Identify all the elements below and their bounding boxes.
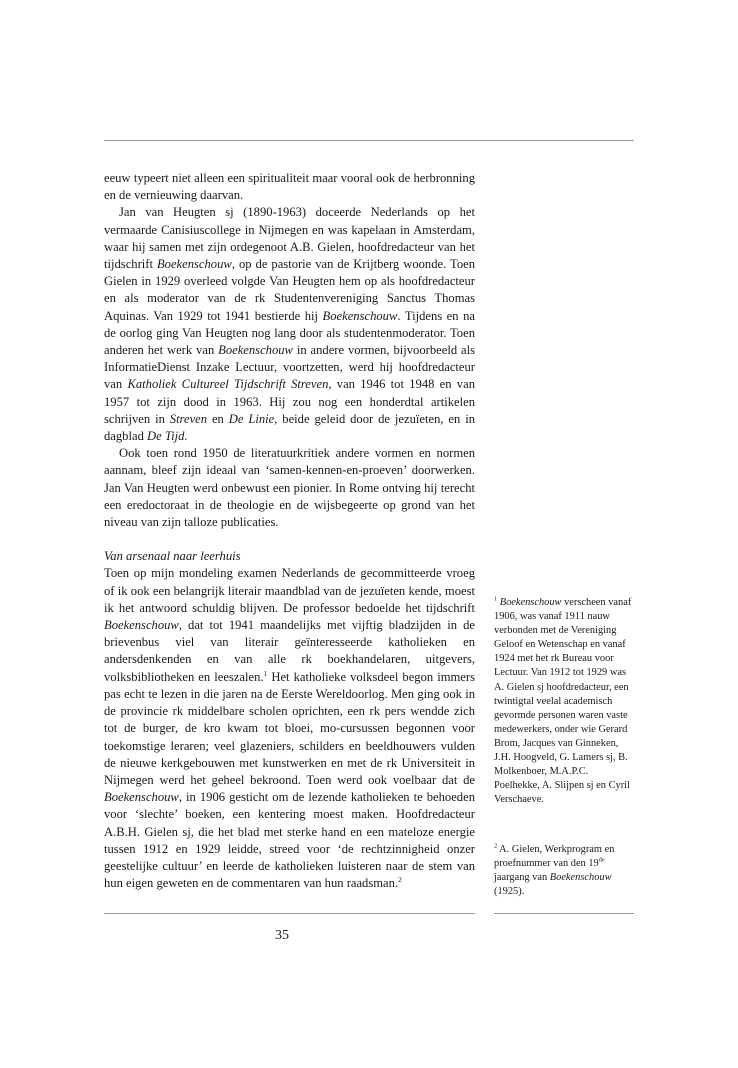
text-run: jaargang van [494,872,550,884]
paragraph-examen [104,565,475,892]
text-run: beide geleid door de jezuïeten, en in dagblad [104,411,475,444]
footnote-1 [494,596,634,807]
italic-title: Boekenschouw [104,618,179,633]
top-rule [104,140,634,141]
bottom-rule-notes [494,913,634,914]
italic-title: Boekenschouw [156,257,232,272]
italic-title: Boekenschouw [322,308,398,323]
italic-title: Boekenschouw [549,872,612,884]
paragraph-continuation: eeuw typeert niet alleen een spiritualiteit maar vooral ook de herbronning en de vernieuwing daarvan. [104,171,475,203]
text-run: van 1946 tot 1948 en van 1957 tot zijn dood in 1963. Hij zou nog een honderdtal artikelen schrijven in [104,377,475,426]
text-run: , in 1906 gesticht om de lezende katholieken te behoeden voor ‘slechte’ boeken, een kentering moest maken. Hoofdredacteur A.B.H. Gielen sj, die het blad met sterke hand en een mateloze energie tussen 1912 en 1929 leidde, streed voor ‘de rechtzinnigheid onzer geestelijke cultuur’ en leerde de katholieken luisteren naar de stem van hun eigen geweten en de commentaren van hun raadsman. [104,790,475,891]
text-run: Toen op mijn mondeling examen Nederlands de gecommitteerde vroeg of ik ook een belangrijk literair maandblad van de jezuïeten kende, moest ik het antwoord schuldig blijven. De professor bedoelde het tijdschrift [104,566,475,615]
italic-title: De Linie, [228,411,278,426]
text-run: , dat tot 1941 maandelijks met vijftig bladzijden in de brievenbus viel van literair geïnteresseerde katholieken en andersdenkenden en van alle rk boekhandelaren, uitgevers, volksbibliotheken en leeszalen. [104,618,475,684]
text-run: in andere vormen, bijvoorbeeld als InformatieDienst Inzake Lectuur, voortzetten, werd hij hoofdredacteur van [104,343,475,392]
text-run: (1925). [494,886,525,898]
italic-title: Streven [169,411,208,426]
footnote-2 [494,843,634,899]
text-run: , op de pastorie van de Krijtberg woonde. Toen Gielen in 1929 overleed volgde Van Heugten hem op als hoofdredacteur en als moderator van de rk Studentenvereniging Sanctus Thomas Aquinas. Van 1929 tot 1941 bestierde hij [104,257,475,323]
paragraph-van-heugten [104,204,475,445]
text-run: en [207,411,229,426]
footnote-marker: de [598,856,605,864]
text-run: Jan van Heugten sj (1890-1963) doceerde Nederlands op het vermaarde Canisiuscollege in Nijmegen en was kapelaan in Amsterdam, waar hij samen met zijn ordegenoot A.B. Gielen, hoofdredacteur van het tijdschrift [104,205,475,272]
text-run: Het katholieke volksdeel begon immers pas echt te lezen in die jaren na de Eerste Wereldoorlog. Men ging ook in de provincie rk middelbare scholen oprichten, een rk pers wendde zich tot de burger, de kro kwam tot bloei, mo-cursussen begonnen voor toekomstige leraren; veel glazeniers, schilders en beeldhouwers vulden de nieuwe kerkgebouwen met kunstwerken en met de rk Universiteit in Nijmegen werd het geheel bekroond. Toen werd ook voelbaar dat de [104,669,475,787]
section-heading: Van arsenaal naar leerhuis [104,549,241,564]
main-text-column [104,170,475,892]
bottom-rule-main [104,913,475,914]
footnote-marker: 1 [494,595,498,603]
footnote-marker: 1 [263,668,268,678]
paragraph-literatuurkritiek: Ook toen rond 1950 de literatuurkritiek andere vormen en normen aannam, bleef zijn ideaal van ‘samen-kennen-en-proeven’ doorwerken. Jan Van Heugten werd onbewust een pionier. In Rome ontving hij terecht een eredoctoraat in de theologie en de wijsbegeerte op grond van het niveau van zijn talloze publicaties. [104,446,475,530]
page-number: 35 [275,928,289,943]
italic-title: Katholiek Cultureel Tijdschrift Streven, [127,377,332,392]
footnote-marker: 2 [398,874,402,884]
text-run: verscheen vanaf 1906, was vanaf 1911 nauw verbonden met de Vereniging Geloof en Wetenschap en vanaf 1924 met het rk Bureau voor Lectuur. Van 1912 tot 1929 was A. Gielen sj hoofdredacteur, een twintigtal veelal academisch gevormde personen waren vaste medewerkers, onder wie Gerard Brom, Jacques van Ginneken, J.H. Hoogveld, G. Lamers sj, B. Molkenboer, M.A.P.C. Poelhekke, A. Slijpen sj en Cyril Verschaeve. [494,597,632,806]
italic-title: Boekenschouw [499,597,562,608]
text-run: . Tijdens en na de oorlog ging Van Heugten nog lang door als studentenmoderator. Toen anderen het werk van [104,308,475,358]
italic-title: Boekenschouw [104,790,179,805]
text-run: A. Gielen, Werkprogram en proefnummer van den 19 [494,844,615,870]
italic-title: De Tijd. [147,429,188,444]
italic-title: Boekenschouw [218,343,293,358]
footnote-marker: 2 [494,842,498,850]
